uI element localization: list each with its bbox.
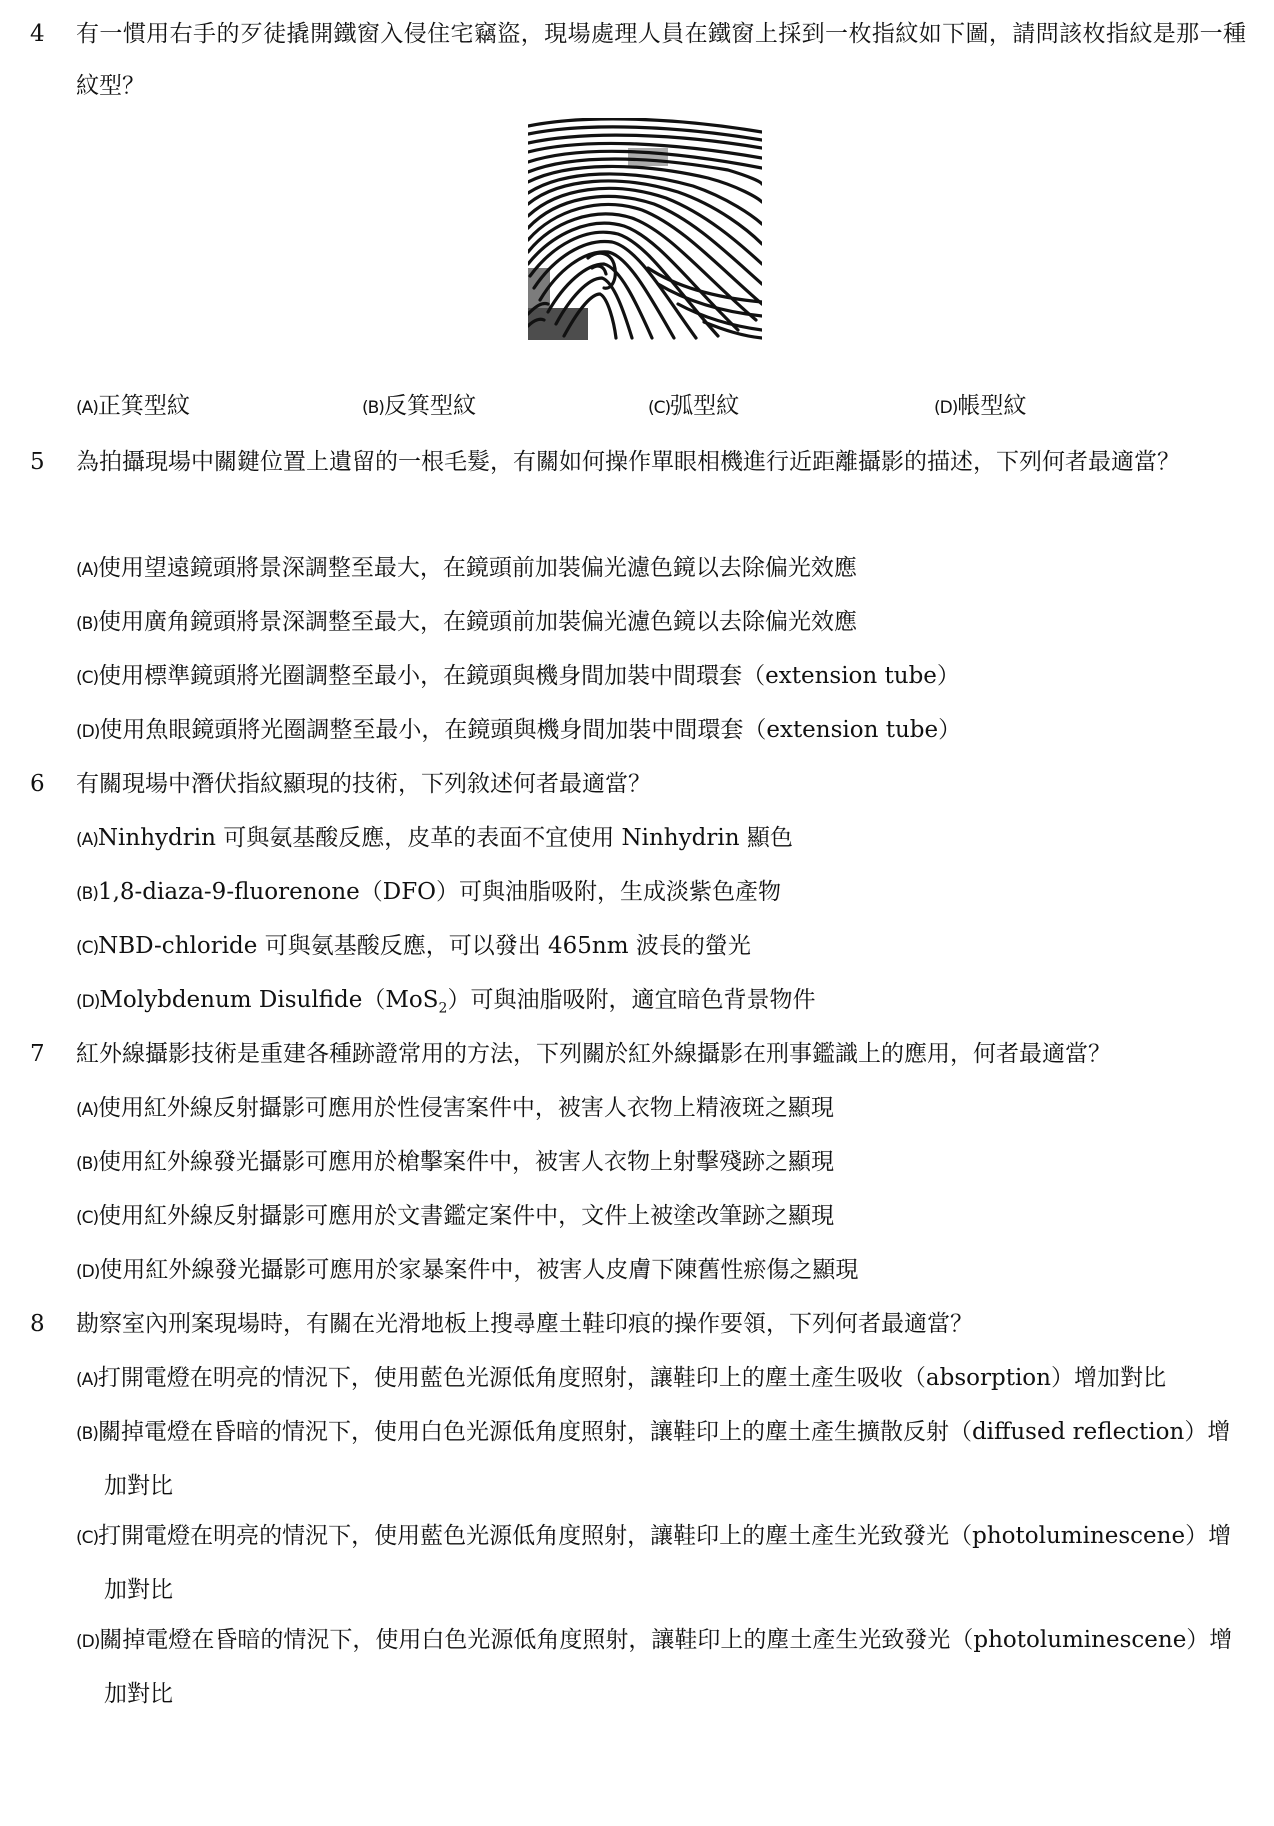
option-d[interactable] [76,1244,1246,1298]
option-mark: (C) [76,668,99,688]
option-mark: (D) [76,1262,100,1282]
option-text: 使用紅外線反射攝影可應用於性侵害案件中，被害人衣物上精液斑之顯現 [97,1095,834,1121]
option-text: 打開電燈在明亮的情況下，使用藍色光源低角度照射，讓鞋印上的塵土產生光致發光（photoluminescene）增加對比 [98,1523,1232,1603]
question-text: 有關現場中潛伏指紋顯現的技術，下列敘述何者最適當？ [76,771,651,797]
option-d[interactable] [934,380,1026,434]
option-text: 弧型紋 [670,393,740,419]
option-c[interactable] [76,650,1246,704]
option-b[interactable] [362,380,476,434]
option-text: 正箕型紋 [97,393,190,419]
question-number: 8 [30,1311,45,1337]
option-b[interactable] [76,1406,1251,1512]
option-a[interactable] [76,812,1246,866]
option-text: 使用紅外線發光攝影可應用於家暴案件中，被害人皮膚下陳舊性瘀傷之顯現 [99,1257,859,1283]
option-mark: (B) [362,398,384,418]
option-text: 使用紅外線發光攝影可應用於槍擊案件中，被害人衣物上射擊殘跡之顯現 [97,1149,834,1175]
question-text: 紅外線攝影技術是重建各種跡證常用的方法，下列關於紅外線攝影在刑事鑑識上的應用，何者最適當？ [76,1041,1111,1067]
option-mark: (D) [934,398,958,418]
option-mark: (A) [76,560,98,580]
option-text: 1,8-diaza-9-fluorenone（DFO）可與油脂吸附，生成淡紫色產物 [97,879,782,905]
option-text: 反箕型紋 [383,393,476,419]
option-text: 使用魚眼鏡頭將光圈調整至最小，在鏡頭與機身間加裝中間環套（extension tube） [99,717,962,743]
option-mark: (D) [76,992,100,1012]
option-d[interactable] [76,1614,1251,1720]
option-c[interactable] [76,1190,1246,1244]
question-text: 勘察室內刑案現場時，有關在光滑地板上搜尋塵土鞋印痕的操作要領，下列何者最適當？ [76,1311,973,1337]
option-subscript: 2 [438,1000,448,1017]
question-number: 5 [30,449,45,475]
option-mark: (A) [76,398,98,418]
option-mark: (C) [76,938,99,958]
option-mark: (B) [76,614,98,634]
option-text: 使用望遠鏡頭將景深調整至最大，在鏡頭前加裝偏光濾色鏡以去除偏光效應 [97,555,857,581]
option-text: 帳型紋 [957,393,1027,419]
option-mark: (A) [76,1100,98,1120]
option-c[interactable] [648,380,739,434]
option-text: 關掉電燈在昏暗的情況下，使用白色光源低角度照射，讓鞋印上的塵土產生光致發光（photoluminescene）增加對比 [99,1627,1233,1707]
question-number: 4 [30,21,45,47]
option-a[interactable] [76,1082,1246,1136]
option-d[interactable] [76,974,1246,1028]
option-text: NBD-chloride 可與氨基酸反應，可以發出 465nm 波長的螢光 [98,933,751,959]
option-mark: (C) [76,1528,99,1548]
option-a[interactable] [76,380,190,434]
option-text: 使用標準鏡頭將光圈調整至最小，在鏡頭與機身間加裝中間環套（extension tube） [98,663,960,689]
option-mark: (B) [76,1154,98,1174]
option-a[interactable] [76,542,1246,596]
option-text: 打開電燈在明亮的情況下，使用藍色光源低角度照射，讓鞋印上的塵土產生吸收（absorption）增加對比 [97,1365,1166,1391]
option-text: 使用廣角鏡頭將景深調整至最大，在鏡頭前加裝偏光濾色鏡以去除偏光效應 [97,609,857,635]
question-number: 7 [30,1041,45,1067]
option-text-before: Molybdenum Disulfide（MoS [99,987,439,1013]
option-b[interactable] [76,596,1246,650]
option-mark: (B) [76,1424,98,1444]
option-a[interactable] [76,1352,1251,1406]
fingerprint-icon [528,118,762,340]
question-text: 有一慣用右手的歹徒撬開鐵窗入侵住宅竊盜，現場處理人員在鐵窗上採到一枚指紋如下圖，請問該枚指紋是那一種紋型？ [76,21,1246,99]
option-text: Ninhydrin 可與氨基酸反應，皮革的表面不宜使用 Ninhydrin 顯色 [97,825,793,851]
option-mark: (C) [76,1208,99,1228]
option-c[interactable] [76,920,1246,974]
option-mark: (C) [648,398,671,418]
option-c[interactable] [76,1510,1251,1616]
option-b[interactable] [76,1136,1246,1190]
option-mark: (D) [76,1632,100,1652]
option-mark: (D) [76,722,100,742]
option-text: 使用紅外線反射攝影可應用於文書鑑定案件中，文件上被塗改筆跡之顯現 [98,1203,835,1229]
fingerprint-image [528,118,762,340]
question-text: 為拍攝現場中關鍵位置上遺留的一根毛髮，有關如何操作單眼相機進行近距離攝影的描述，下列何者最適當？ [76,449,1180,475]
option-text: 關掉電燈在昏暗的情況下，使用白色光源低角度照射，讓鞋印上的塵土產生擴散反射（diffused reflection）增加對比 [97,1419,1231,1499]
option-mark: (B) [76,884,98,904]
question-number: 6 [30,771,45,797]
option-text-after: ）可與油脂吸附，適宜暗色背景物件 [447,987,816,1013]
option-b[interactable] [76,866,1246,920]
option-mark: (A) [76,830,98,850]
option-d[interactable] [76,704,1246,758]
option-mark: (A) [76,1370,98,1390]
